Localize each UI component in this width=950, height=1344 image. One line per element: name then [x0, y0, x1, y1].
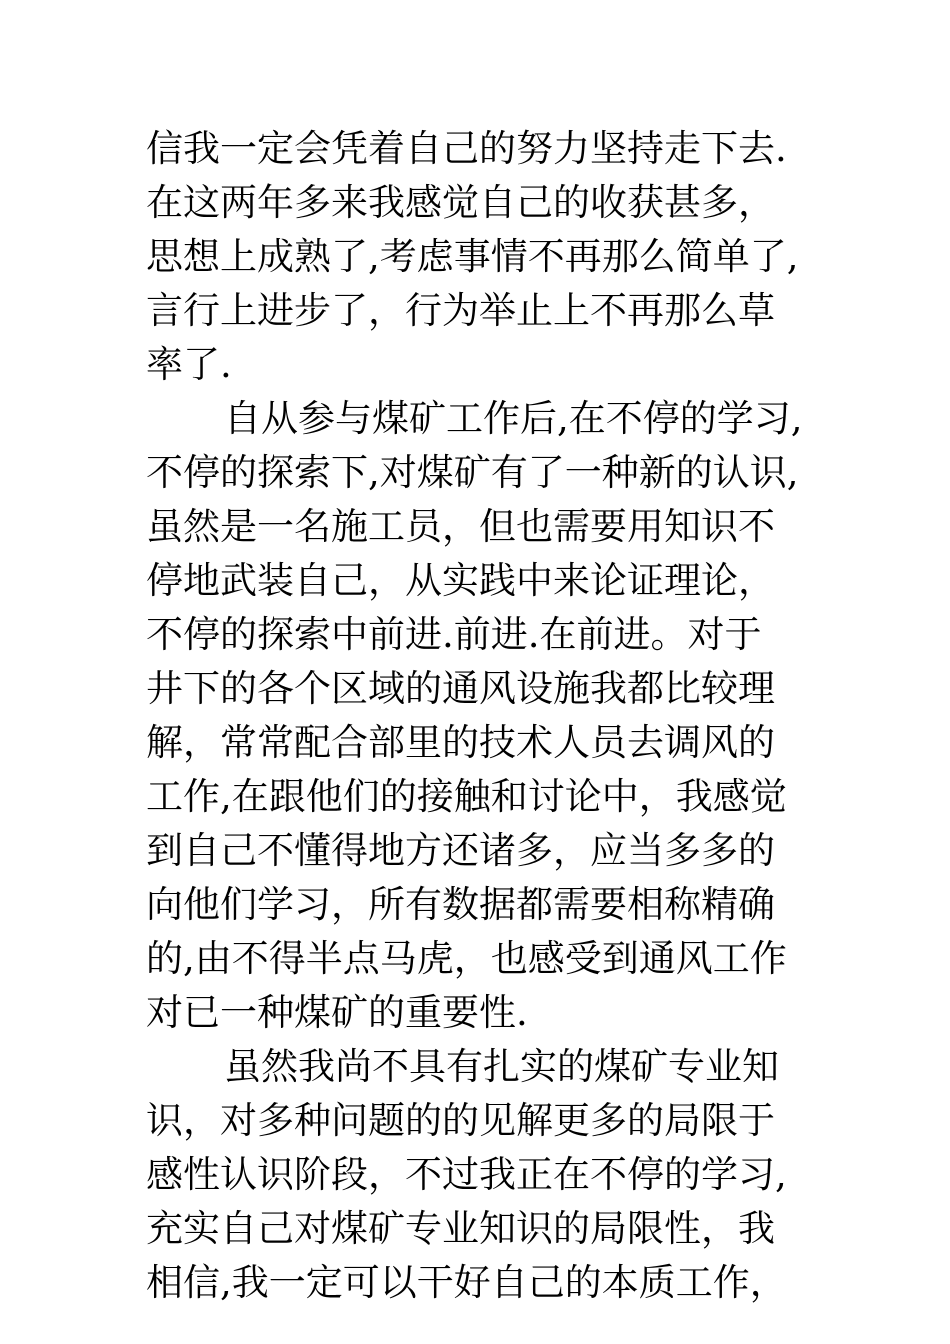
text-line: 工作,在跟他们的接触和讨论中，我感觉	[146, 775, 787, 818]
text-line: 充实自己对煤矿专业知识的局限性，我	[146, 1207, 775, 1250]
text-line: 思想上成熟了,考虑事情不再那么简单了,	[146, 235, 799, 278]
text-line: 言行上进步了，行为举止上不再那么草	[146, 289, 775, 332]
text-line: 信我一定会凭着自己的努力坚持走下去.	[146, 127, 787, 170]
text-line: 在这两年多来我感觉自己的收获甚多，	[146, 181, 775, 224]
text-line: 不停的探索中前进.前进.在前进。对于	[146, 613, 762, 656]
text-line: 虽然是一名施工员，但也需要用知识不	[146, 505, 775, 548]
text-line: 向他们学习，所有数据都需要相称精确	[146, 883, 775, 926]
text-line: 识，对多种问题的的见解更多的局限于	[146, 1099, 775, 1142]
text-line: 相信,我一定可以干好自己的本质工作，	[146, 1261, 787, 1304]
text-line: 到自己不懂得地方还诸多，应当多多的	[146, 829, 775, 872]
text-line: 解，常常配合部里的技术人员去调风的	[146, 721, 775, 764]
text-line: 感性认识阶段，不过我正在不停的学习,	[146, 1153, 787, 1196]
paragraph-start-line: 自从参与煤矿工作后,在不停的学习,	[224, 397, 803, 440]
text-line: 对已一种煤矿的重要性.	[146, 991, 528, 1034]
text-line: 的,由不得半点马虎，也感受到通风工作	[146, 937, 787, 980]
text-line: 井下的各个区域的通风设施我都比较理	[146, 667, 775, 710]
text-line: 停地武装自己，从实践中来论证理论，	[146, 559, 775, 602]
text-line: 不停的探索下,对煤矿有了一种新的认识,	[146, 451, 799, 494]
body-text	[146, 122, 826, 1310]
text-line: 率了.	[146, 343, 232, 386]
paragraph-start-line: 虽然我尚不具有扎实的煤矿专业知	[224, 1045, 779, 1088]
